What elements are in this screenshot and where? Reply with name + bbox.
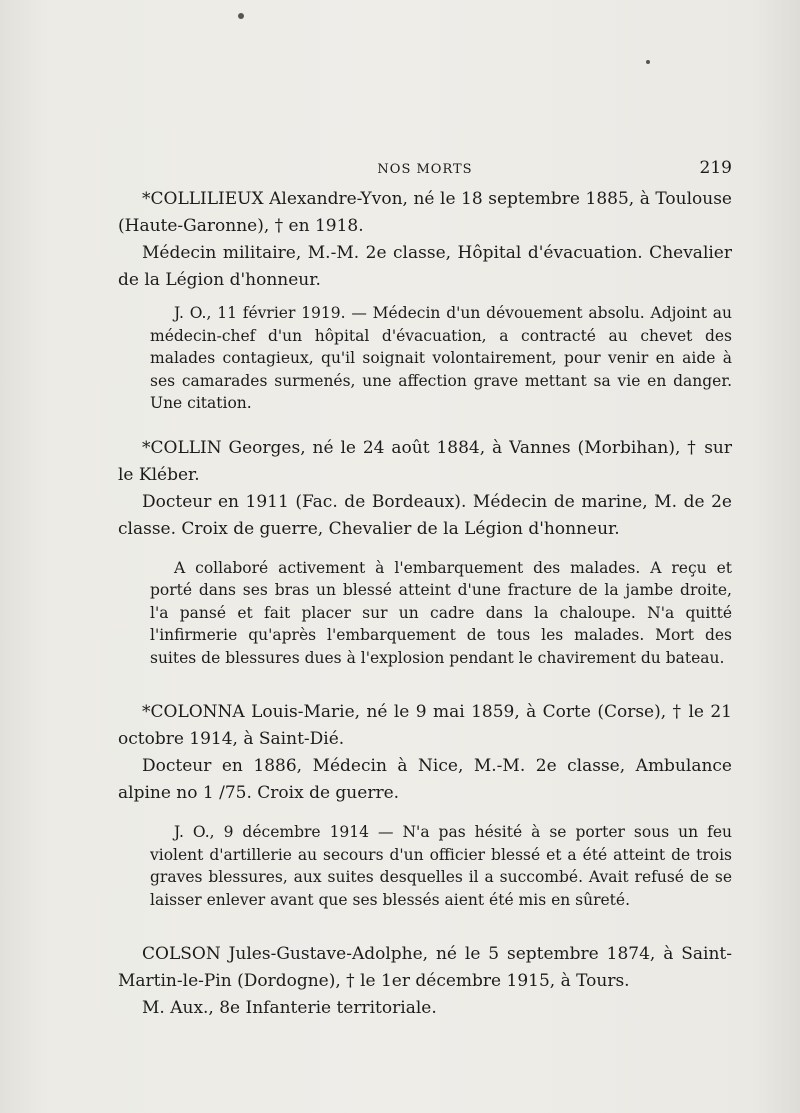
entry-colson <box>118 941 732 1022</box>
entry-citation: A collaboré activement à l'embarquement des malades. A reçu et porté dans ses bras un blessé atteint d'une fracture de la jambe droite, l'a pansé et fait placer sur un cadre dans la chaloupe. N'a quitté l'infirmerie qu'après l'embarquement de tous les malades. Mort des suites de blessures dues à l'explosion pendant le chavirement du bateau. <box>150 558 732 667</box>
entry-details: M. Aux., 8e Infanterie territoriale. <box>142 998 437 1018</box>
entry-details: Docteur en 1911 (Fac. de Bordeaux). Médecin de marine, M. de 2e classe. Croix de guerre, Chevalier de la Légion d'honneur. <box>118 491 732 539</box>
page-header <box>118 158 732 184</box>
entry-title: *COLONNA Louis-Marie, né le 9 mai 1859, à Corte (Corse), † le 21 octobre 1914, à Saint-Dié. <box>118 702 732 749</box>
page-content <box>118 186 732 1022</box>
entry-title: *COLLIN Georges, né le 24 août 1884, à Vannes (Morbihan), † sur le Kléber. <box>118 437 732 485</box>
entry-citation: J. O., 11 février 1919. — Médecin d'un dévouement absolu. Adjoint au médecin-chef d'un hôpital d'évacuation, a contracté au chevet des malades contagieux, qu'il soignait volontairement, pour venir en aide à ses camarades surmenés, une affection grave mettant sa vie en danger. Une citation. <box>150 304 732 412</box>
entry-details: Médecin militaire, M.-M. 2e classe, Hôpital d'évacuation. Chevalier de la Légion d'honneur. <box>118 243 732 290</box>
entry-details: Docteur en 1886, Médecin à Nice, M.-M. 2e classe, Ambulance alpine no 1 /75. Croix de guerre. <box>118 756 732 803</box>
paper-speck <box>646 60 650 64</box>
entry-title: COLSON Jules-Gustave-Adolphe, né le 5 septembre 1874, à Saint-Martin-le-Pin (Dordogne), † le 1er décembre 1915, à Tours. <box>118 944 732 991</box>
paper-speck <box>238 13 244 19</box>
entry-collilieux <box>118 186 732 415</box>
entry-collin <box>118 435 732 670</box>
running-head: NOS MORTS <box>377 162 473 177</box>
entry-title: *COLLILIEUX Alexandre-Yvon, né le 18 septembre 1885, à Toulouse (Haute-Garonne), † en 1918. <box>118 189 732 236</box>
page-number: 219 <box>699 158 732 178</box>
entry-colonna <box>118 699 732 911</box>
entry-citation: J. O., 9 décembre 1914 — N'a pas hésité à se porter sous un feu violent d'artillerie au secours d'un officier blessé et a été atteint de trois graves blessures, aux suites desquelles il a succombé. Avait refusé de se laisser enlever avant que ses blessés aient été mis en sûreté. <box>150 823 732 909</box>
